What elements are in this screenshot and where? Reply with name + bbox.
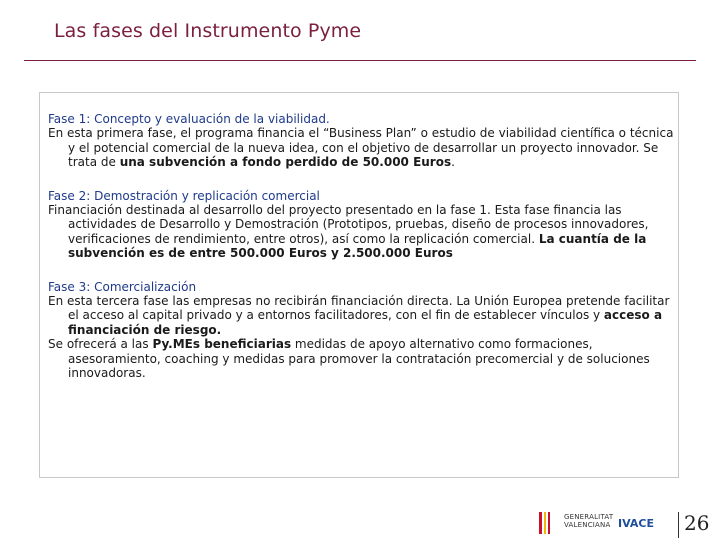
- phase-2-block: [48, 189, 678, 261]
- phase-3-support: [48, 337, 678, 380]
- phase-2-text: Financiación destinada al desarrollo del proyecto presentado en la fase 1. Esta fase financia las actividades de Desarrollo y Demostración (Prototipos, pruebas, diseño de procesos innovadores, verificaciones de rendimiento, entre otros), así como la replicación comercial.: [48, 203, 649, 246]
- phase-3-title: Fase 3: Comercialización: [48, 279, 197, 294]
- title-divider: [24, 60, 696, 61]
- generalitat-logo-text: [564, 513, 613, 529]
- phase-1-title: Fase 1: Concepto y evaluación de la viabilidad.: [48, 112, 330, 126]
- phase-3-block: [48, 280, 678, 381]
- generalitat-line-1: GENERALITAT: [564, 513, 614, 521]
- phase-3-support-bold: Py.MEs beneficiarias: [152, 337, 292, 352]
- page-title: Las fases del Instrumento Pyme: [54, 20, 362, 42]
- phase-1-block: [48, 112, 678, 170]
- phase-3-text: En esta tercera fase las empresas no recibirán financiación directa. La Unión Europea pretende facilitar el acceso al capital privado y a entornos facilitadores, con el fin de establecer vínculos y: [48, 294, 670, 323]
- page-number-separator: [678, 512, 679, 538]
- page-number: 26: [684, 511, 710, 535]
- phase-1-end: .: [451, 155, 455, 170]
- ivace-logo: IVACE: [618, 517, 654, 530]
- phase-3-support-text: medidas de apoyo alternativo como formaciones, asesoramiento, coaching y medidas para promover la contratación precomercial y de soluciones innovadoras.: [68, 337, 650, 381]
- phase-3-support-lead: Se ofrecerá a las: [48, 337, 153, 352]
- phase-2-bold: La cuantía de la subvención es de entre 500.000 Euros y 2.500.000 Euros: [68, 231, 647, 261]
- phase-2-title: Fase 2: Demostración y replicación comercial: [48, 188, 320, 203]
- phase-1-description: [48, 126, 678, 169]
- generalitat-line-2: VALENCIANA: [564, 521, 611, 529]
- phase-1-text: En esta primera fase, el programa financia el “Business Plan” o estudio de viabilidad científica o técnica y el potencial comercial de la nueva idea, con el objetivo de desarrollar un proyecto innovador. Se trata de: [48, 126, 674, 170]
- phase-3-bold: acceso a financiación de riesgo.: [68, 308, 663, 337]
- phases-content: [48, 112, 678, 400]
- phase-1-bold: una subvención a fondo perdido de 50.000 Euros: [119, 155, 452, 170]
- generalitat-shield-icon: [538, 512, 560, 534]
- phase-2-description: [48, 203, 678, 261]
- footer-logos: [538, 510, 678, 536]
- phase-3-description: [48, 294, 678, 337]
